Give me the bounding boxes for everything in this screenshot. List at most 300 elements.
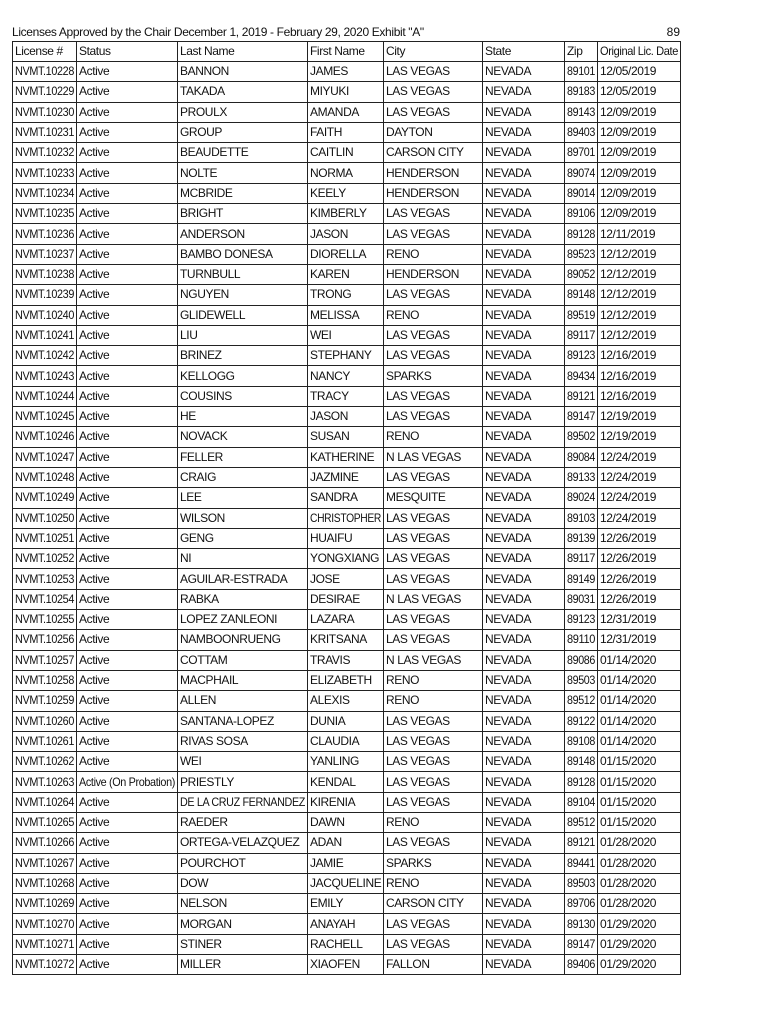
original-lic-date-cell: 01/29/2020	[598, 955, 681, 975]
status-cell: Active	[77, 833, 178, 853]
table-row	[13, 752, 681, 772]
license-number-cell: NVMT.10260	[13, 711, 77, 731]
city-cell: MESQUITE	[384, 488, 483, 508]
first-name-cell: NORMA	[308, 163, 384, 183]
state-cell: NEVADA	[483, 508, 565, 528]
page-number: 89	[666, 25, 680, 39]
table-row	[13, 62, 681, 82]
last-name-cell: DE LA CRUZ FERNANDEZ	[178, 792, 308, 812]
document-header	[12, 24, 680, 41]
table-row	[13, 183, 681, 203]
status-cell: Active	[77, 731, 178, 751]
first-name-cell: ANAYAH	[308, 914, 384, 934]
original-lic-date-cell: 12/11/2019	[598, 224, 681, 244]
license-number-cell: NVMT.10231	[13, 122, 77, 142]
table-row	[13, 143, 681, 163]
table-row	[13, 894, 681, 914]
last-name-cell: STINER	[178, 934, 308, 954]
first-name-cell: NANCY	[308, 366, 384, 386]
license-number-cell: NVMT.10254	[13, 589, 77, 609]
status-cell: Active	[77, 812, 178, 832]
table-row	[13, 833, 681, 853]
license-number-cell: NVMT.10256	[13, 630, 77, 650]
status-cell: Active	[77, 204, 178, 224]
zip-cell: 89122	[565, 711, 598, 731]
original-lic-date-cell: 12/12/2019	[598, 244, 681, 264]
original-lic-date-cell: 01/29/2020	[598, 914, 681, 934]
city-cell: LAS VEGAS	[384, 407, 483, 427]
original-lic-date-cell: 12/24/2019	[598, 447, 681, 467]
state-cell: NEVADA	[483, 204, 565, 224]
table-row	[13, 488, 681, 508]
state-cell: NEVADA	[483, 772, 565, 792]
table-row	[13, 853, 681, 873]
city-cell: LAS VEGAS	[384, 386, 483, 406]
status-cell: Active	[77, 427, 178, 447]
table-row	[13, 264, 681, 284]
last-name-cell: WILSON	[178, 508, 308, 528]
state-cell: NEVADA	[483, 934, 565, 954]
status-cell: Active	[77, 670, 178, 690]
first-name-cell: SUSAN	[308, 427, 384, 447]
first-name-cell: ALEXIS	[308, 691, 384, 711]
license-number-cell: NVMT.10263	[13, 772, 77, 792]
city-cell: CARSON CITY	[384, 143, 483, 163]
first-name-cell: KATHERINE	[308, 447, 384, 467]
table-row	[13, 427, 681, 447]
state-cell: NEVADA	[483, 549, 565, 569]
first-name-cell: TRAVIS	[308, 650, 384, 670]
first-name-cell: JACQUELINE	[308, 873, 384, 893]
state-cell: NEVADA	[483, 346, 565, 366]
status-cell: Active	[77, 914, 178, 934]
table-row	[13, 731, 681, 751]
license-number-cell: NVMT.10259	[13, 691, 77, 711]
table-row	[13, 386, 681, 406]
last-name-cell: BRINEZ	[178, 346, 308, 366]
zip-cell: 89519	[565, 305, 598, 325]
zip-cell: 89502	[565, 427, 598, 447]
license-number-cell: NVMT.10248	[13, 467, 77, 487]
zip-cell: 89101	[565, 62, 598, 82]
original-lic-date-cell: 01/14/2020	[598, 691, 681, 711]
table-row	[13, 102, 681, 122]
last-name-cell: WEI	[178, 752, 308, 772]
original-lic-date-cell: 01/15/2020	[598, 752, 681, 772]
city-cell: LAS VEGAS	[384, 285, 483, 305]
license-number-cell: NVMT.10245	[13, 407, 77, 427]
table-row	[13, 955, 681, 975]
city-cell: N LAS VEGAS	[384, 650, 483, 670]
status-cell: Active	[77, 589, 178, 609]
license-number-cell: NVMT.10233	[13, 163, 77, 183]
status-cell: Active	[77, 407, 178, 427]
status-cell: Active	[77, 305, 178, 325]
city-cell: RENO	[384, 812, 483, 832]
zip-cell: 89103	[565, 508, 598, 528]
first-name-cell: WEI	[308, 325, 384, 345]
state-cell: NEVADA	[483, 366, 565, 386]
zip-cell: 89074	[565, 163, 598, 183]
state-cell: NEVADA	[483, 163, 565, 183]
table-row	[13, 873, 681, 893]
license-number-cell: NVMT.10269	[13, 894, 77, 914]
first-name-cell: FAITH	[308, 122, 384, 142]
state-cell: NEVADA	[483, 305, 565, 325]
zip-cell: 89434	[565, 366, 598, 386]
city-cell: RENO	[384, 691, 483, 711]
table-row	[13, 407, 681, 427]
last-name-cell: PRIESTLY	[178, 772, 308, 792]
city-cell: LAS VEGAS	[384, 569, 483, 589]
last-name-cell: GLIDEWELL	[178, 305, 308, 325]
status-cell: Active	[77, 528, 178, 548]
original-lic-date-cell: 01/14/2020	[598, 711, 681, 731]
zip-cell: 89128	[565, 224, 598, 244]
zip-cell: 89148	[565, 285, 598, 305]
last-name-cell: TURNBULL	[178, 264, 308, 284]
last-name-cell: BRIGHT	[178, 204, 308, 224]
city-cell: CARSON CITY	[384, 894, 483, 914]
last-name-cell: POURCHOT	[178, 853, 308, 873]
status-cell: Active	[77, 244, 178, 264]
table-row	[13, 792, 681, 812]
state-cell: NEVADA	[483, 873, 565, 893]
table-row	[13, 569, 681, 589]
zip-cell: 89523	[565, 244, 598, 264]
state-cell: NEVADA	[483, 650, 565, 670]
table-row	[13, 812, 681, 832]
original-lic-date-cell: 12/05/2019	[598, 82, 681, 102]
status-cell: Active	[77, 467, 178, 487]
original-lic-date-cell: 12/16/2019	[598, 386, 681, 406]
last-name-cell: GENG	[178, 528, 308, 548]
last-name-cell: ALLEN	[178, 691, 308, 711]
status-cell: Active	[77, 569, 178, 589]
zip-cell: 89139	[565, 528, 598, 548]
first-name-cell: KEELY	[308, 183, 384, 203]
table-row	[13, 285, 681, 305]
last-name-cell: NI	[178, 549, 308, 569]
last-name-cell: NGUYEN	[178, 285, 308, 305]
license-number-cell: NVMT.10236	[13, 224, 77, 244]
table-row	[13, 610, 681, 630]
state-cell: NEVADA	[483, 569, 565, 589]
original-lic-date-cell: 12/16/2019	[598, 346, 681, 366]
license-number-cell: NVMT.10261	[13, 731, 77, 751]
original-lic-date-cell: 12/09/2019	[598, 122, 681, 142]
column-header-city: City	[384, 42, 483, 62]
status-cell: Active	[77, 894, 178, 914]
license-number-cell: NVMT.10270	[13, 914, 77, 934]
status-cell: Active	[77, 366, 178, 386]
license-number-cell: NVMT.10241	[13, 325, 77, 345]
last-name-cell: BAMBO DONESA	[178, 244, 308, 264]
zip-cell: 89143	[565, 102, 598, 122]
city-cell: LAS VEGAS	[384, 934, 483, 954]
zip-cell: 89503	[565, 670, 598, 690]
city-cell: LAS VEGAS	[384, 346, 483, 366]
zip-cell: 89128	[565, 772, 598, 792]
last-name-cell: ORTEGA-VELAZQUEZ	[178, 833, 308, 853]
city-cell: N LAS VEGAS	[384, 447, 483, 467]
license-number-cell: NVMT.10246	[13, 427, 77, 447]
last-name-cell: FELLER	[178, 447, 308, 467]
first-name-cell: CLAUDIA	[308, 731, 384, 751]
zip-cell: 89148	[565, 752, 598, 772]
license-number-cell: NVMT.10271	[13, 934, 77, 954]
table-row	[13, 711, 681, 731]
city-cell: HENDERSON	[384, 264, 483, 284]
last-name-cell: HE	[178, 407, 308, 427]
state-cell: NEVADA	[483, 833, 565, 853]
state-cell: NEVADA	[483, 670, 565, 690]
first-name-cell: KAREN	[308, 264, 384, 284]
column-header-zip: Zip	[565, 42, 598, 62]
license-number-cell: NVMT.10228	[13, 62, 77, 82]
city-cell: LAS VEGAS	[384, 711, 483, 731]
last-name-cell: MORGAN	[178, 914, 308, 934]
status-cell: Active	[77, 447, 178, 467]
last-name-cell: MILLER	[178, 955, 308, 975]
original-lic-date-cell: 12/05/2019	[598, 62, 681, 82]
table-row	[13, 346, 681, 366]
first-name-cell: RACHELL	[308, 934, 384, 954]
license-number-cell: NVMT.10234	[13, 183, 77, 203]
original-lic-date-cell: 01/15/2020	[598, 812, 681, 832]
zip-cell: 89130	[565, 914, 598, 934]
first-name-cell: MELISSA	[308, 305, 384, 325]
column-header-status: Status	[77, 42, 178, 62]
first-name-cell: SANDRA	[308, 488, 384, 508]
zip-cell: 89121	[565, 833, 598, 853]
status-cell: Active	[77, 62, 178, 82]
last-name-cell: BANNON	[178, 62, 308, 82]
original-lic-date-cell: 12/12/2019	[598, 305, 681, 325]
first-name-cell: STEPHANY	[308, 346, 384, 366]
city-cell: LAS VEGAS	[384, 833, 483, 853]
original-lic-date-cell: 12/24/2019	[598, 508, 681, 528]
license-number-cell: NVMT.10257	[13, 650, 77, 670]
table-row	[13, 772, 681, 792]
last-name-cell: TAKADA	[178, 82, 308, 102]
city-cell: FALLON	[384, 955, 483, 975]
license-number-cell: NVMT.10262	[13, 752, 77, 772]
last-name-cell: AGUILAR-ESTRADA	[178, 569, 308, 589]
first-name-cell: KENDAL	[308, 772, 384, 792]
state-cell: NEVADA	[483, 610, 565, 630]
zip-cell: 89133	[565, 467, 598, 487]
first-name-cell: EMILY	[308, 894, 384, 914]
zip-cell: 89147	[565, 934, 598, 954]
document-title: Licenses Approved by the Chair December 1, 2019 - February 29, 2020 Exhibit "A"	[12, 25, 424, 39]
last-name-cell: RAEDER	[178, 812, 308, 832]
status-cell: Active	[77, 610, 178, 630]
zip-cell: 89031	[565, 589, 598, 609]
state-cell: NEVADA	[483, 224, 565, 244]
original-lic-date-cell: 12/31/2019	[598, 630, 681, 650]
first-name-cell: TRACY	[308, 386, 384, 406]
state-cell: NEVADA	[483, 752, 565, 772]
status-cell: Active	[77, 143, 178, 163]
first-name-cell: ELIZABETH	[308, 670, 384, 690]
original-lic-date-cell: 01/28/2020	[598, 833, 681, 853]
original-lic-date-cell: 01/15/2020	[598, 772, 681, 792]
zip-cell: 89084	[565, 447, 598, 467]
first-name-cell: JOSE	[308, 569, 384, 589]
licenses-table	[12, 41, 681, 975]
license-number-cell: NVMT.10265	[13, 812, 77, 832]
original-lic-date-cell: 01/15/2020	[598, 792, 681, 812]
last-name-cell: COUSINS	[178, 386, 308, 406]
table-row	[13, 224, 681, 244]
city-cell: LAS VEGAS	[384, 792, 483, 812]
status-cell: Active (On Probation)	[77, 772, 178, 792]
license-number-cell: NVMT.10249	[13, 488, 77, 508]
zip-cell: 89117	[565, 325, 598, 345]
city-cell: RENO	[384, 427, 483, 447]
license-number-cell: NVMT.10235	[13, 204, 77, 224]
table-row	[13, 366, 681, 386]
status-cell: Active	[77, 955, 178, 975]
last-name-cell: RIVAS SOSA	[178, 731, 308, 751]
last-name-cell: LOPEZ ZANLEONI	[178, 610, 308, 630]
zip-cell: 89106	[565, 204, 598, 224]
first-name-cell: YONGXIANG	[308, 549, 384, 569]
status-cell: Active	[77, 549, 178, 569]
city-cell: LAS VEGAS	[384, 528, 483, 548]
original-lic-date-cell: 12/09/2019	[598, 143, 681, 163]
table-row	[13, 305, 681, 325]
zip-cell: 89441	[565, 853, 598, 873]
zip-cell: 89117	[565, 549, 598, 569]
document-page	[12, 24, 680, 975]
state-cell: NEVADA	[483, 285, 565, 305]
first-name-cell: DAWN	[308, 812, 384, 832]
license-number-cell: NVMT.10272	[13, 955, 77, 975]
table-row	[13, 325, 681, 345]
state-cell: NEVADA	[483, 731, 565, 751]
zip-cell: 89123	[565, 610, 598, 630]
state-cell: NEVADA	[483, 325, 565, 345]
status-cell: Active	[77, 934, 178, 954]
city-cell: LAS VEGAS	[384, 549, 483, 569]
first-name-cell: DIORELLA	[308, 244, 384, 264]
zip-cell: 89014	[565, 183, 598, 203]
last-name-cell: NAMBOONRUENG	[178, 630, 308, 650]
original-lic-date-cell: 01/29/2020	[598, 934, 681, 954]
city-cell: LAS VEGAS	[384, 62, 483, 82]
license-number-cell: NVMT.10255	[13, 610, 77, 630]
first-name-cell: DUNIA	[308, 711, 384, 731]
status-cell: Active	[77, 752, 178, 772]
city-cell: LAS VEGAS	[384, 508, 483, 528]
first-name-cell: JASON	[308, 224, 384, 244]
license-number-cell: NVMT.10267	[13, 853, 77, 873]
table-header-row	[13, 42, 681, 62]
state-cell: NEVADA	[483, 244, 565, 264]
last-name-cell: LIU	[178, 325, 308, 345]
original-lic-date-cell: 12/12/2019	[598, 325, 681, 345]
original-lic-date-cell: 01/28/2020	[598, 853, 681, 873]
status-cell: Active	[77, 183, 178, 203]
zip-cell: 89110	[565, 630, 598, 650]
last-name-cell: MACPHAIL	[178, 670, 308, 690]
license-number-cell: NVMT.10258	[13, 670, 77, 690]
first-name-cell: JAMES	[308, 62, 384, 82]
table-row	[13, 508, 681, 528]
last-name-cell: SANTANA-LOPEZ	[178, 711, 308, 731]
original-lic-date-cell: 12/24/2019	[598, 488, 681, 508]
zip-cell: 89701	[565, 143, 598, 163]
last-name-cell: CRAIG	[178, 467, 308, 487]
first-name-cell: YANLING	[308, 752, 384, 772]
state-cell: NEVADA	[483, 792, 565, 812]
status-cell: Active	[77, 386, 178, 406]
state-cell: NEVADA	[483, 102, 565, 122]
license-number-cell: NVMT.10253	[13, 569, 77, 589]
state-cell: NEVADA	[483, 853, 565, 873]
license-number-cell: NVMT.10242	[13, 346, 77, 366]
zip-cell: 89123	[565, 346, 598, 366]
column-header-first-name: First Name	[308, 42, 384, 62]
last-name-cell: NOVACK	[178, 427, 308, 447]
table-row	[13, 122, 681, 142]
zip-cell: 89052	[565, 264, 598, 284]
first-name-cell: KIMBERLY	[308, 204, 384, 224]
state-cell: NEVADA	[483, 264, 565, 284]
status-cell: Active	[77, 224, 178, 244]
license-number-cell: NVMT.10244	[13, 386, 77, 406]
zip-cell: 89108	[565, 731, 598, 751]
status-cell: Active	[77, 122, 178, 142]
first-name-cell: CAITLIN	[308, 143, 384, 163]
table-row	[13, 204, 681, 224]
state-cell: NEVADA	[483, 630, 565, 650]
state-cell: NEVADA	[483, 62, 565, 82]
license-number-cell: NVMT.10251	[13, 528, 77, 548]
status-cell: Active	[77, 285, 178, 305]
zip-cell: 89706	[565, 894, 598, 914]
table-row	[13, 467, 681, 487]
original-lic-date-cell: 12/09/2019	[598, 204, 681, 224]
original-lic-date-cell: 12/09/2019	[598, 102, 681, 122]
city-cell: LAS VEGAS	[384, 772, 483, 792]
city-cell: LAS VEGAS	[384, 467, 483, 487]
original-lic-date-cell: 12/24/2019	[598, 467, 681, 487]
zip-cell: 89512	[565, 691, 598, 711]
status-cell: Active	[77, 82, 178, 102]
zip-cell: 89183	[565, 82, 598, 102]
last-name-cell: GROUP	[178, 122, 308, 142]
table-row	[13, 670, 681, 690]
state-cell: NEVADA	[483, 407, 565, 427]
status-cell: Active	[77, 711, 178, 731]
last-name-cell: BEAUDETTE	[178, 143, 308, 163]
status-cell: Active	[77, 102, 178, 122]
city-cell: DAYTON	[384, 122, 483, 142]
city-cell: HENDERSON	[384, 183, 483, 203]
state-cell: NEVADA	[483, 528, 565, 548]
state-cell: NEVADA	[483, 143, 565, 163]
original-lic-date-cell: 01/28/2020	[598, 894, 681, 914]
column-header-last-name: Last Name	[178, 42, 308, 62]
original-lic-date-cell: 12/09/2019	[598, 183, 681, 203]
original-lic-date-cell: 01/28/2020	[598, 873, 681, 893]
status-cell: Active	[77, 163, 178, 183]
original-lic-date-cell: 01/14/2020	[598, 670, 681, 690]
state-cell: NEVADA	[483, 914, 565, 934]
